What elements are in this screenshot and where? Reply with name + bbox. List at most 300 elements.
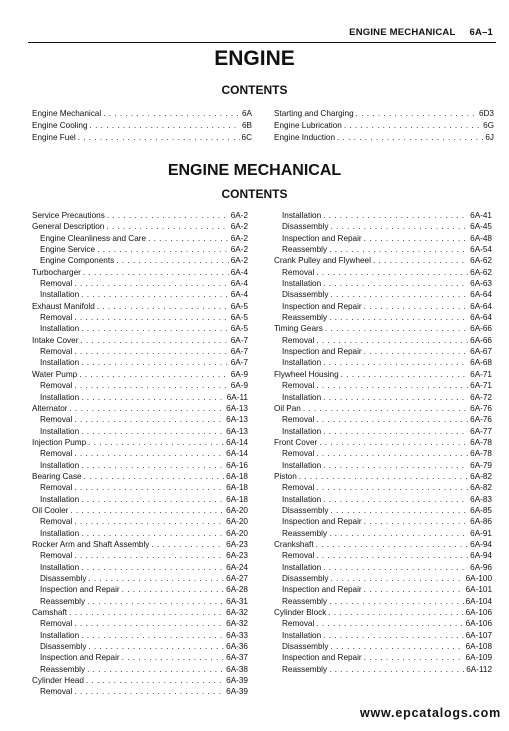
- toc-entry[interactable]: [32, 596, 248, 607]
- toc-leader-dots: [364, 233, 468, 244]
- toc-entry-label: Removal: [40, 449, 73, 459]
- toc-leader-dots: [356, 108, 477, 120]
- toc-entry[interactable]: [274, 482, 492, 493]
- toc-entry-page: 6A-72: [470, 392, 492, 402]
- toc-entry[interactable]: [32, 471, 248, 482]
- toc-entry-label: Engine Cleanliness and Care: [40, 233, 147, 243]
- toc-entry[interactable]: [32, 686, 248, 697]
- toc-leader-dots: [316, 335, 468, 346]
- toc-entry-label: Installation: [40, 528, 80, 538]
- toc-entry-label: Removal: [282, 483, 315, 493]
- toc-entry-label: Bearing Case: [32, 471, 82, 481]
- toc-entry-label: Engine Mechanical: [32, 109, 102, 118]
- toc-entry[interactable]: [274, 255, 492, 266]
- toc-entry[interactable]: [274, 403, 492, 414]
- toc-entry[interactable]: [32, 233, 248, 244]
- toc-leader-dots: [74, 550, 224, 561]
- toc-entry[interactable]: [274, 392, 492, 403]
- toc-entry-label: Disassembly: [282, 642, 329, 652]
- toc-entry[interactable]: [274, 550, 492, 561]
- toc-entry[interactable]: [32, 505, 248, 516]
- page-title: ENGINE: [214, 47, 295, 70]
- toc-entry-page: 6A-104: [465, 596, 492, 606]
- toc-entry-page: 6A-77: [470, 426, 492, 436]
- toc-entry-label: Inspection and Repair: [282, 347, 362, 357]
- toc-entry-page: 6A-66: [470, 335, 492, 345]
- toc-entry-page: 6A-32: [226, 619, 248, 629]
- toc-entry[interactable]: [274, 312, 492, 323]
- toc-entry[interactable]: [32, 210, 248, 221]
- toc-entry[interactable]: [274, 132, 494, 144]
- toc-entry-label: Inspection and Repair: [282, 653, 362, 663]
- toc-entry-page: 6A-2: [230, 245, 248, 255]
- toc-entry-label: Water Pump: [32, 369, 78, 379]
- toc-entry-label: Crank Pulley and Flywheel: [274, 256, 371, 266]
- toc-entry-label: Engine Cooling: [32, 121, 88, 130]
- toc-entry-label: Inspection and Repair: [282, 233, 362, 243]
- toc-entry[interactable]: [32, 120, 252, 132]
- toc-entry-label: Intake Cover: [32, 335, 79, 345]
- toc-entry[interactable]: [274, 528, 492, 539]
- toc-leader-dots: [97, 301, 229, 312]
- toc-entry-label: General Description: [32, 222, 105, 232]
- toc-entry[interactable]: [274, 437, 492, 448]
- toc-entry[interactable]: [32, 516, 248, 527]
- toc-entry-label: Removal: [282, 551, 315, 561]
- toc-entry-page: 6A-2: [230, 256, 248, 266]
- toc-leader-dots: [303, 403, 468, 414]
- toc-leader-dots: [74, 686, 224, 697]
- toc-leader-dots: [330, 505, 468, 516]
- toc-entry-page: 6A-112: [466, 664, 492, 674]
- toc-entry[interactable]: [32, 132, 252, 144]
- toc-entry[interactable]: [32, 267, 248, 278]
- toc-entry-label: Removal: [40, 313, 73, 323]
- toc-entry-label: Removal: [282, 267, 315, 277]
- toc-entry-label: Engine Fuel: [32, 133, 76, 142]
- toc-entry[interactable]: [32, 289, 248, 300]
- toc-entry[interactable]: [274, 652, 492, 663]
- toc-leader-dots: [81, 630, 224, 641]
- toc-entry-label: Installation: [282, 426, 322, 436]
- toc-entry[interactable]: [32, 403, 248, 414]
- toc-entry[interactable]: [274, 301, 492, 312]
- toc-entry[interactable]: [32, 392, 248, 403]
- toc-entry-page: 6A-4: [230, 279, 248, 289]
- toc-entry-page: 6A-108: [465, 642, 492, 652]
- toc-entry[interactable]: [32, 448, 248, 459]
- toc-entry[interactable]: [274, 516, 492, 527]
- toc-entry-label: Engine Components: [40, 256, 115, 266]
- toc-leader-dots: [323, 210, 468, 221]
- toc-entry[interactable]: [32, 539, 248, 550]
- toc-leader-dots: [74, 312, 228, 323]
- toc-entry-page: 6A-62: [470, 256, 492, 266]
- toc-entry-label: Reassembly: [282, 664, 328, 674]
- toc-leader-dots: [87, 664, 224, 675]
- toc-leader-dots: [106, 221, 228, 232]
- toc-leader-dots: [74, 414, 224, 425]
- toc-leader-dots: [337, 132, 483, 144]
- watermark-url: www.epcatalogs.com: [359, 706, 501, 720]
- toc-entry-page: 6A-101: [465, 585, 492, 595]
- toc-leader-dots: [122, 584, 224, 595]
- toc-entry[interactable]: [32, 460, 248, 471]
- toc-entry[interactable]: [274, 221, 492, 232]
- toc-entry-page: 6A-83: [470, 494, 492, 504]
- header-page-number: 6A–1: [469, 27, 493, 38]
- toc-leader-dots: [74, 482, 224, 493]
- toc-leader-dots: [88, 641, 224, 652]
- toc-entry[interactable]: [32, 550, 248, 561]
- toc-entry[interactable]: [32, 618, 248, 629]
- toc-entry[interactable]: [32, 335, 248, 346]
- toc-entry-label: Removal: [40, 619, 73, 629]
- toc-leader-dots: [323, 278, 468, 289]
- toc-entry-page: 6A-106: [465, 608, 492, 618]
- toc-leader-dots: [329, 596, 464, 607]
- toc-leader-dots: [316, 267, 468, 278]
- toc-entry-page: 6A-28: [226, 585, 248, 595]
- toc-entry[interactable]: [32, 244, 248, 255]
- toc-entry-page: 6A-36: [226, 642, 248, 652]
- toc-entry-page: 6A-27: [226, 574, 248, 583]
- toc-leader-dots: [316, 550, 468, 561]
- toc-entry-page: 6A-2: [230, 233, 248, 243]
- toc-leader-dots: [364, 652, 464, 663]
- toc-entry-page: 6A-24: [226, 562, 248, 572]
- toc-entry[interactable]: [32, 221, 248, 232]
- toc-leader-dots: [364, 516, 468, 527]
- toc-leader-dots: [116, 255, 229, 266]
- toc-entry-label: Inspection and Repair: [40, 653, 120, 663]
- toc-leader-dots: [103, 108, 240, 120]
- toc-entry[interactable]: [32, 562, 248, 573]
- toc-entry-label: Alternator: [32, 403, 68, 413]
- toc-entry-page: 6A-37: [226, 653, 248, 663]
- toc-entry[interactable]: [32, 414, 248, 425]
- toc-entry-page: 6A-32: [226, 608, 248, 618]
- toc-entry[interactable]: [32, 312, 248, 323]
- toc-entry-label: Installation: [40, 290, 80, 300]
- toc-entry-page: 6A-5: [230, 313, 248, 323]
- toc-entry[interactable]: [32, 607, 248, 618]
- toc-entry-label: Front Cover: [274, 437, 318, 447]
- toc-entry[interactable]: [274, 460, 492, 471]
- toc-leader-dots: [86, 675, 224, 686]
- toc-entry-label: Installation: [40, 392, 80, 402]
- toc-entry[interactable]: [32, 675, 248, 686]
- toc-entry[interactable]: [274, 244, 492, 255]
- toc-entry-page: 6A-68: [470, 358, 492, 368]
- toc-entry-page: 6A-76: [470, 403, 492, 413]
- toc-right-column: [274, 210, 492, 675]
- toc-leader-dots: [151, 539, 224, 550]
- toc-entry-label: Timing Gears: [274, 324, 323, 334]
- toc-entry-label: Exhaust Manifold: [32, 301, 95, 311]
- toc-entry-page: 6A-2: [230, 211, 248, 220]
- toc-entry-page: 6D3: [478, 109, 494, 118]
- toc-entry[interactable]: [274, 346, 492, 357]
- toc-entry-label: Engine Service: [40, 245, 96, 255]
- toc-leader-dots: [325, 323, 468, 334]
- header-section: ENGINE MECHANICAL: [349, 27, 456, 38]
- toc-entry-page: 6J: [485, 133, 494, 142]
- toc-entry-page: 6A-39: [226, 676, 248, 686]
- toc-leader-dots: [87, 596, 224, 607]
- toc-leader-dots: [84, 471, 225, 482]
- toc-entry-label: Cylinder Block: [274, 608, 327, 618]
- toc-entry[interactable]: [274, 618, 492, 629]
- toc-leader-dots: [81, 323, 229, 334]
- toc-entry-page: 6A-76: [470, 415, 492, 425]
- toc-entry[interactable]: [274, 233, 492, 244]
- toc-leader-dots: [323, 426, 468, 437]
- toc-entry[interactable]: [274, 414, 492, 425]
- toc-entry-page: 6A-14: [226, 437, 248, 447]
- toc-entry-page: 6A-4: [230, 267, 248, 277]
- toc-entry-page: 6A-82: [470, 483, 492, 493]
- toc-entry[interactable]: [274, 380, 492, 391]
- toc-entry-page: 6A-5: [230, 301, 248, 311]
- toc-entry-label: Disassembly: [282, 574, 329, 583]
- toc-entry[interactable]: [32, 426, 248, 437]
- toc-entry-page: 6A-9: [230, 369, 248, 379]
- toc-entry[interactable]: [32, 255, 248, 266]
- toc-entry-label: Removal: [282, 381, 315, 391]
- toc-entry-page: 6A-91: [470, 528, 492, 538]
- toc-leader-dots: [107, 210, 229, 221]
- toc-leader-dots: [88, 437, 224, 448]
- toc-leader-dots: [81, 562, 224, 573]
- toc-entry[interactable]: [32, 301, 248, 312]
- toc-entry-label: Oil Pan: [274, 403, 301, 413]
- toc-entry-page: 6A-64: [470, 301, 492, 311]
- toc-leader-dots: [79, 369, 229, 380]
- toc-entry[interactable]: [274, 120, 494, 132]
- toc-entry[interactable]: [274, 641, 492, 652]
- toc-entry-label: Reassembly: [40, 596, 86, 606]
- toc-entry-page: 6A-39: [226, 687, 248, 697]
- toc-leader-dots: [81, 357, 229, 368]
- toc-entry[interactable]: [32, 346, 248, 357]
- toc-entry-label: Starting and Charging: [274, 109, 354, 118]
- toc-leader-dots: [83, 267, 229, 278]
- toc-leader-dots: [78, 132, 240, 144]
- toc-entry-page: 6A-20: [226, 517, 248, 527]
- toc-entry[interactable]: [274, 471, 492, 482]
- toc-entry-label: Removal: [40, 483, 73, 493]
- toc-entry-label: Disassembly: [282, 505, 329, 515]
- toc-entry-page: 6A-64: [470, 313, 492, 323]
- toc-entry[interactable]: [32, 369, 248, 380]
- toc-leader-dots: [330, 221, 468, 232]
- toc-entry-label: Reassembly: [40, 664, 86, 674]
- toc-entry-label: Reassembly: [282, 313, 328, 323]
- toc-entry-label: Installation: [282, 279, 322, 289]
- toc-entry-page: 6A-62: [470, 267, 492, 277]
- toc-entry-page: 6A-20: [226, 505, 248, 515]
- toc-entry[interactable]: [274, 596, 492, 607]
- toc-leader-dots: [74, 516, 224, 527]
- toc-leader-dots: [70, 505, 224, 516]
- toc-entry[interactable]: [274, 335, 492, 346]
- toc-entry[interactable]: [274, 494, 492, 505]
- toc-leader-dots: [323, 494, 468, 505]
- toc-leader-dots: [330, 641, 463, 652]
- toc-entry[interactable]: [32, 494, 248, 505]
- toc-leader-dots: [344, 120, 481, 132]
- toc-entry-label: Injection Pump: [32, 437, 87, 447]
- toc-entry-page: 6C: [241, 133, 252, 142]
- toc-entry-label: Reassembly: [282, 245, 328, 255]
- toc-entry-page: 6A-78: [470, 437, 492, 447]
- toc-entry-page: 6A-11: [226, 392, 248, 402]
- toc-entry[interactable]: [32, 641, 248, 652]
- toc-entry-label: Service Precautions: [32, 211, 105, 220]
- toc-entry[interactable]: [274, 664, 492, 675]
- toc-entry-label: Removal: [40, 415, 73, 425]
- toc-entry-label: Installation: [40, 460, 80, 470]
- toc-entry-label: Installation: [40, 562, 80, 572]
- toc-entry-label: Turbocharger: [32, 267, 81, 277]
- toc-entry-label: Engine Induction: [274, 133, 335, 142]
- toc-leader-dots: [122, 652, 224, 663]
- toc-leader-dots: [328, 607, 463, 618]
- toc-entry[interactable]: [274, 539, 492, 550]
- toc-entry-label: Reassembly: [282, 596, 328, 606]
- toc-entry-label: Cylinder Head: [32, 676, 84, 686]
- toc-entry[interactable]: [274, 630, 492, 641]
- engine-contents-left: [32, 108, 252, 144]
- toc-entry-page: 6A-18: [226, 494, 248, 504]
- toc-entry[interactable]: [274, 267, 492, 278]
- toc-entry[interactable]: [274, 369, 492, 380]
- toc-entry-page: 6A-38: [226, 664, 248, 674]
- toc-entry[interactable]: [32, 357, 248, 368]
- toc-entry[interactable]: [274, 584, 492, 595]
- toc-entry[interactable]: [274, 357, 492, 368]
- toc-entry[interactable]: [32, 278, 248, 289]
- toc-entry-label: Engine Lubrication: [274, 121, 342, 130]
- toc-entry-label: Reassembly: [282, 528, 328, 538]
- toc-entry-page: 6A-2: [230, 222, 248, 232]
- toc-leader-dots: [319, 437, 468, 448]
- toc-entry[interactable]: [274, 289, 492, 300]
- toc-entry-page: 6A-94: [470, 551, 492, 561]
- toc-entry[interactable]: [274, 573, 492, 584]
- toc-entry-label: Removal: [40, 381, 73, 391]
- toc-entry[interactable]: [32, 573, 248, 584]
- toc-entry[interactable]: [32, 664, 248, 675]
- toc-leader-dots: [81, 392, 225, 403]
- toc-entry[interactable]: [274, 426, 492, 437]
- toc-entry[interactable]: [274, 607, 492, 618]
- toc-entry[interactable]: [274, 323, 492, 334]
- toc-leader-dots: [373, 255, 468, 266]
- contents-heading-1: CONTENTS: [221, 83, 288, 97]
- toc-leader-dots: [299, 471, 468, 482]
- toc-entry-page: 6A-13: [226, 415, 248, 425]
- toc-leader-dots: [70, 403, 225, 414]
- toc-entry-page: 6A: [241, 109, 252, 118]
- toc-entry-page: 6A-20: [226, 528, 248, 538]
- toc-leader-dots: [74, 346, 228, 357]
- toc-entry-label: Installation: [282, 211, 322, 220]
- toc-entry-page: 6B: [241, 121, 252, 130]
- toc-entry-page: 6A-85: [470, 505, 492, 515]
- toc-entry-label: Disassembly: [40, 574, 87, 583]
- toc-leader-dots: [81, 528, 224, 539]
- toc-leader-dots: [81, 289, 229, 300]
- toc-entry-page: 6A-7: [230, 335, 248, 345]
- toc-entry-label: Installation: [282, 630, 322, 640]
- toc-entry-label: Inspection and Repair: [282, 301, 362, 311]
- toc-entry-page: 6A-100: [465, 574, 492, 583]
- toc-left-column: [32, 210, 248, 698]
- toc-entry-page: 6A-107: [465, 630, 492, 640]
- toc-entry-page: 6A-48: [470, 233, 492, 243]
- toc-leader-dots: [69, 607, 224, 618]
- toc-entry-page: 6A-23: [226, 539, 248, 549]
- toc-entry-label: Flywheel Housing: [274, 369, 339, 379]
- toc-entry-label: Removal: [40, 279, 73, 289]
- section-title: ENGINE MECHANICAL: [167, 162, 342, 179]
- contents-heading-2: CONTENTS: [221, 187, 288, 201]
- toc-entry-page: 6A-18: [226, 471, 248, 481]
- toc-entry-page: 6A-33: [226, 630, 248, 640]
- toc-leader-dots: [364, 346, 468, 357]
- toc-entry-label: Installation: [282, 562, 322, 572]
- toc-entry-page: 6A-23: [226, 551, 248, 561]
- toc-entry[interactable]: [274, 210, 492, 221]
- toc-entry-label: Inspection and Repair: [40, 585, 120, 595]
- toc-entry[interactable]: [32, 108, 252, 120]
- toc-entry-label: Piston: [274, 471, 297, 481]
- toc-entry[interactable]: [274, 278, 492, 289]
- toc-leader-dots: [316, 414, 468, 425]
- toc-entry[interactable]: [274, 448, 492, 459]
- toc-entry[interactable]: [32, 652, 248, 663]
- toc-entry[interactable]: [32, 630, 248, 641]
- toc-entry-page: 6A-78: [470, 449, 492, 459]
- toc-entry[interactable]: [32, 323, 248, 334]
- toc-leader-dots: [316, 539, 469, 550]
- toc-entry-page: 6A-7: [230, 358, 248, 368]
- toc-leader-dots: [329, 244, 468, 255]
- toc-entry-label: Inspection and Repair: [282, 517, 362, 527]
- toc-entry[interactable]: [32, 380, 248, 391]
- toc-entry-page: 6A-9: [230, 381, 248, 391]
- toc-entry-label: Disassembly: [40, 642, 87, 652]
- toc-entry[interactable]: [32, 584, 248, 595]
- toc-entry[interactable]: [274, 108, 494, 120]
- toc-entry-page: 6A-71: [470, 369, 492, 379]
- toc-entry-label: Installation: [40, 494, 80, 504]
- toc-entry-page: 6A-64: [470, 290, 492, 300]
- toc-entry-label: Installation: [282, 494, 322, 504]
- toc-leader-dots: [81, 494, 224, 505]
- toc-entry[interactable]: [32, 437, 248, 448]
- toc-leader-dots: [316, 618, 463, 629]
- toc-entry[interactable]: [32, 482, 248, 493]
- toc-entry[interactable]: [274, 562, 492, 573]
- toc-entry-label: Installation: [282, 358, 322, 368]
- toc-entry[interactable]: [274, 505, 492, 516]
- toc-entry[interactable]: [32, 528, 248, 539]
- toc-leader-dots: [74, 278, 228, 289]
- toc-entry-page: 6A-5: [230, 324, 248, 334]
